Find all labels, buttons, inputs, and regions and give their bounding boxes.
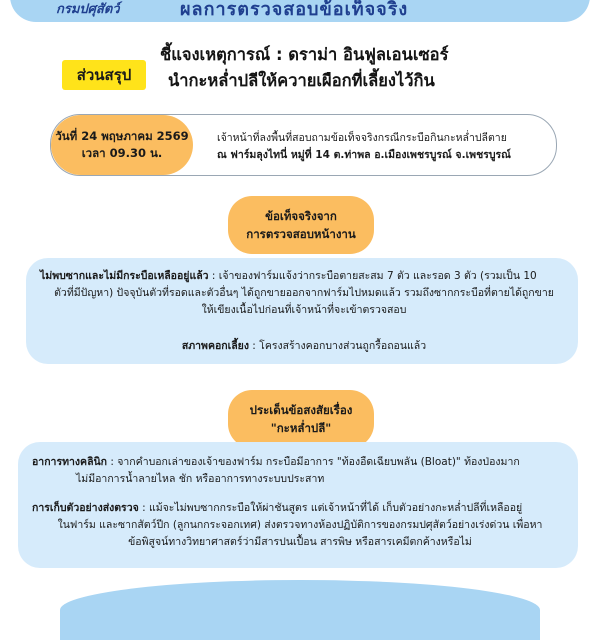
doubts-box [18, 442, 578, 568]
doubts-heading-pill [228, 390, 374, 448]
doubts-p2-text2: ในฟาร์ม และซากสัตว์ปีก (ลูกนกกระจอกเทศ) ส่งตรวจทางห้องปฏิบัติการของกรมปศุสัตว์อย่างเร่งด่วน เพื่อหา [57, 519, 543, 531]
summary-title-line2: นำกะหล่ำปลีให้ควายเผือกที่เลี้ยงไว้กิน [168, 71, 435, 90]
facts-heading-line2: การตรวจสอบหน้างาน [246, 227, 356, 241]
doubts-p1-label: อาการทางคลินิก [32, 456, 108, 468]
event-line1: เจ้าหน้าที่ลงพื้นที่สอบถามข้อเท็จจริงกรณีกระบือกินกะหล่ำปลีตาย [217, 132, 507, 144]
doubts-heading-line2: "กะหล่ำปลี" [270, 421, 332, 435]
facts-box [26, 258, 578, 364]
facts-paragraph-1 [40, 268, 568, 352]
facts-p2-text: : โครงสร้างคอกบางส่วนถูกรื้อถอนแล้ว [248, 340, 427, 352]
bottom-decoration [60, 580, 540, 640]
event-location: ณ ฟาร์มลุงไทนี่ หมู่ที่ 14 ต.ท่าพล อ.เมืองเพชรบูรณ์ จ.เพชรบูรณ์ [217, 149, 511, 161]
summary-title-line1: ชี้แจงเหตุการณ์ : ดราม่า อินฟูลเอนเซอร์ [160, 45, 449, 64]
doubts-p2-text3: ข้อพิสูจน์ทางวิทยาศาสตร์ว่ามีสารปนเปื้อน สารพิษ หรือสารเคมีตกค้างหรือไม่ [128, 536, 472, 548]
event-date: วันที่ 24 พฤษภาคม 2569 [55, 129, 189, 143]
department-name: กรมปศุสัตว์ [56, 2, 120, 17]
doubts-p1-text1: : จากคำบอกเล่าของเจ้าของฟาร์ม กระบือมีอาการ "ท้องอืดเฉียบพลัน (Bloat)" ท้องป่องมาก [107, 456, 520, 468]
facts-heading-line1: ข้อเท็จจริงจาก [265, 209, 337, 223]
doubts-heading-line1: ประเด็นข้อสงสัยเรื่อง [249, 403, 353, 417]
facts-p1-label: ไม่พบซากและไม่มีกระบือเหลืออยู่แล้ว [40, 270, 209, 282]
facts-paragraph-2 [40, 338, 568, 355]
doubts-paragraph-1 [32, 454, 568, 488]
doubts-paragraph-2 [32, 500, 568, 551]
doubts-p1-text2: ไม่มีอาการน้ำลายไหล ชัก หรืออาการทางระบบประสาท [76, 473, 325, 485]
event-card [50, 114, 557, 176]
doubts-p2-text1: : แม้จะไม่พบซากกระบือให้ผ่าชันสูตร แต่เจ้าหน้าที่ได้ เก็บตัวอย่างกะหล่ำปลีที่เหลืออยู่ [138, 502, 523, 514]
summary-tag: ส่วนสรุป [62, 60, 146, 90]
facts-p1-text2: ตัวที่มีปัญหา) ปัจจุบันตัวที่รอดและตัวอื่นๆ ได้ถูกขายออกจากฟาร์มไปหมดแล้ว รวมถึงซากกระบือที่ตายได้ถูกขาย [54, 287, 554, 299]
facts-p2-label: สภาพคอกเลี้ยง [181, 340, 249, 352]
banner-title: ผลการตรวจสอบข้อเท็จจริง [180, 0, 409, 20]
facts-p1-text3: ให้เขียงเนื้อไปก่อนที่เจ้าหน้าที่จะเข้าตรวจสอบ [201, 304, 407, 316]
doubts-p2-label: การเก็บตัวอย่างส่งตรวจ [32, 502, 139, 514]
event-date-badge [51, 115, 193, 175]
event-description [217, 130, 547, 164]
summary-title [160, 42, 560, 94]
event-time: เวลา 09.30 น. [81, 146, 163, 160]
top-banner [10, 0, 590, 22]
facts-p1-text1: : เจ้าของฟาร์มแจ้งว่ากระบือตายสะสม 7 ตัว และรอด 3 ตัว (รวมเป็น 10 [208, 270, 537, 282]
facts-heading-pill [228, 196, 374, 254]
